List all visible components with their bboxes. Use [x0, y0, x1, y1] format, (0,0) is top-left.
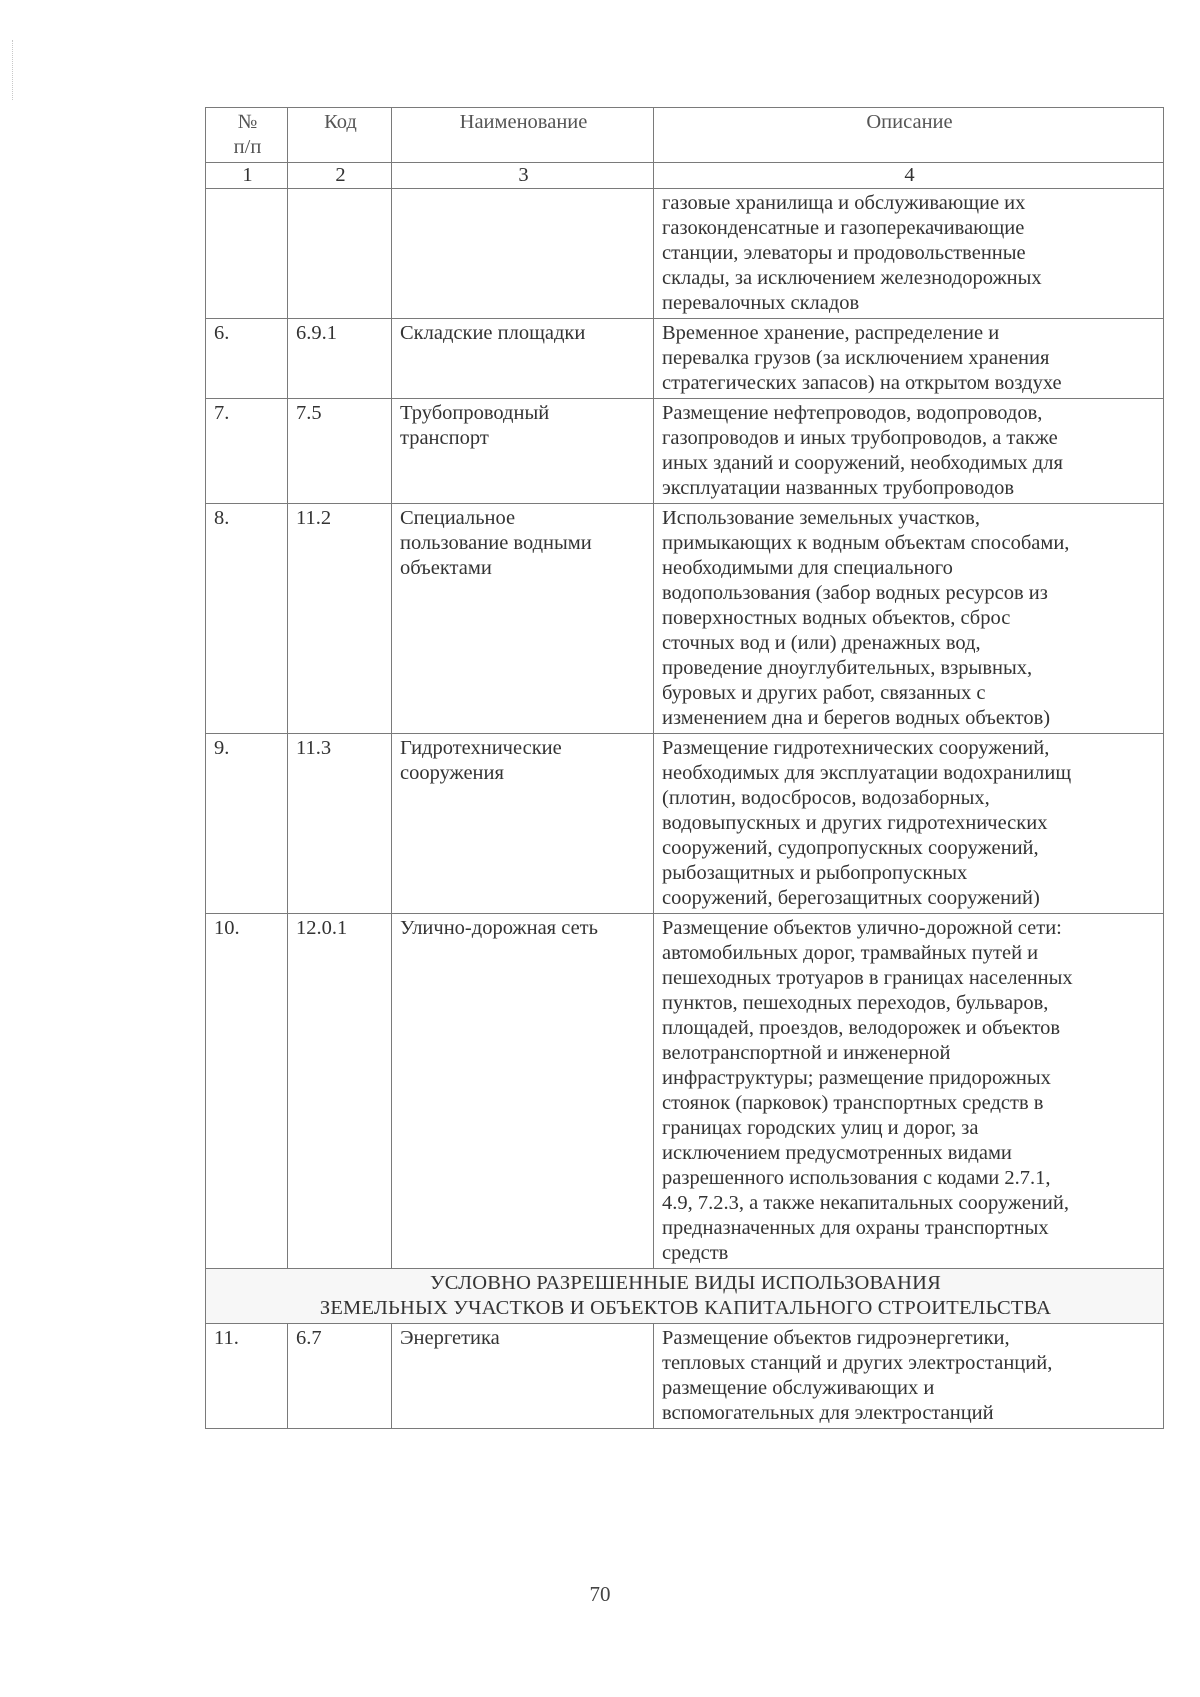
column-number: 3 [392, 163, 654, 189]
row-description: Размещение гидротехнических сооружений, необходимых для эксплуатации водохранилищ (плотин, водосбросов, водозаборных, водовыпускных и других гидротехнических сооружений, судопропускных сооружений, рыбозащитных и рыбопропускных сооружений, берегозащитных сооружений) [654, 734, 1164, 914]
row-code: 6.7 [288, 1324, 392, 1429]
row-name: Складские площадки [392, 319, 654, 399]
row-description: Размещение объектов гидроэнергетики, тепловых станций и других электростанций, размещение обслуживающих и вспомогательных для электростанций [654, 1324, 1164, 1429]
row-code: 11.3 [288, 734, 392, 914]
row-name: Улично-дорожная сеть [392, 914, 654, 1269]
row-code: 7.5 [288, 399, 392, 504]
table-row-continuation [206, 189, 1164, 319]
row-name [392, 189, 654, 319]
page-edge-mark [12, 40, 14, 100]
row-description: Временное хранение, распределение и перевалка грузов (за исключением хранения стратегических запасов) на открытом воздухе [654, 319, 1164, 399]
row-description: Размещение нефтепроводов, водопроводов, газопроводов и иных трубопроводов, а также иных зданий и сооружений, необходимых для эксплуатации названных трубопроводов [654, 399, 1164, 504]
row-description: Использование земельных участков, примыкающих к водным объектам способами, необходимыми для специального водопользования (забор водных ресурсов из поверхностных водных объектов, сброс сточных вод и (или) дренажных вод, проведение дноуглубительных, взрывных, буровых и других работ, связанных с изменением дна и берегов водных объектов) [654, 504, 1164, 734]
row-code [288, 189, 392, 319]
header-description: Описание [654, 108, 1164, 163]
row-code: 12.0.1 [288, 914, 392, 1269]
section-heading: УСЛОВНО РАЗРЕШЕННЫЕ ВИДЫ ИСПОЛЬЗОВАНИЯ ЗЕМЕЛЬНЫХ УЧАСТКОВ И ОБЪЕКТОВ КАПИТАЛЬНОГО СТРОИТЕЛЬСТВА [206, 1269, 1164, 1324]
table-row [206, 504, 1164, 734]
row-name: Специальное пользование водными объектами [392, 504, 654, 734]
row-name: Гидротехнические сооружения [392, 734, 654, 914]
table-row [206, 734, 1164, 914]
row-name: Трубопроводный транспорт [392, 399, 654, 504]
row-num: 8. [206, 504, 288, 734]
row-num: 6. [206, 319, 288, 399]
table-header-row [206, 108, 1164, 163]
column-number-row [206, 163, 1164, 189]
row-name: Энергетика [392, 1324, 654, 1429]
row-code: 6.9.1 [288, 319, 392, 399]
column-number: 1 [206, 163, 288, 189]
table-row [206, 319, 1164, 399]
header-num: № п/п [206, 108, 288, 163]
column-number: 2 [288, 163, 392, 189]
section-heading-row [206, 1269, 1164, 1324]
table-row [206, 914, 1164, 1269]
table-row [206, 1324, 1164, 1429]
header-code: Код [288, 108, 392, 163]
row-num [206, 189, 288, 319]
row-num: 11. [206, 1324, 288, 1429]
header-name: Наименование [392, 108, 654, 163]
row-description: газовые хранилища и обслуживающие их газоконденсатные и газоперекачивающие станции, элеваторы и продовольственные склады, за исключением железнодорожных перевалочных складов [654, 189, 1164, 319]
row-num: 9. [206, 734, 288, 914]
land-use-table [205, 107, 1164, 1429]
row-num: 7. [206, 399, 288, 504]
row-code: 11.2 [288, 504, 392, 734]
row-description: Размещение объектов улично-дорожной сети: автомобильных дорог, трамвайных путей и пешеходных тротуаров в границах населенных пунктов, пешеходных переходов, бульваров, площадей, проездов, велодорожек и объектов велотранспортной и инженерной инфраструктуры; размещение придорожных стоянок (парковок) транспортных средств в границах городских улиц и дорог, за исключением предусмотренных видами разрешенного использования с кодами 2.7.1, 4.9, 7.2.3, а также некапитальных сооружений, предназначенных для охраны транспортных средств [654, 914, 1164, 1269]
row-num: 10. [206, 914, 288, 1269]
column-number: 4 [654, 163, 1164, 189]
table-row [206, 399, 1164, 504]
page-number: 70 [589, 1582, 611, 1606]
